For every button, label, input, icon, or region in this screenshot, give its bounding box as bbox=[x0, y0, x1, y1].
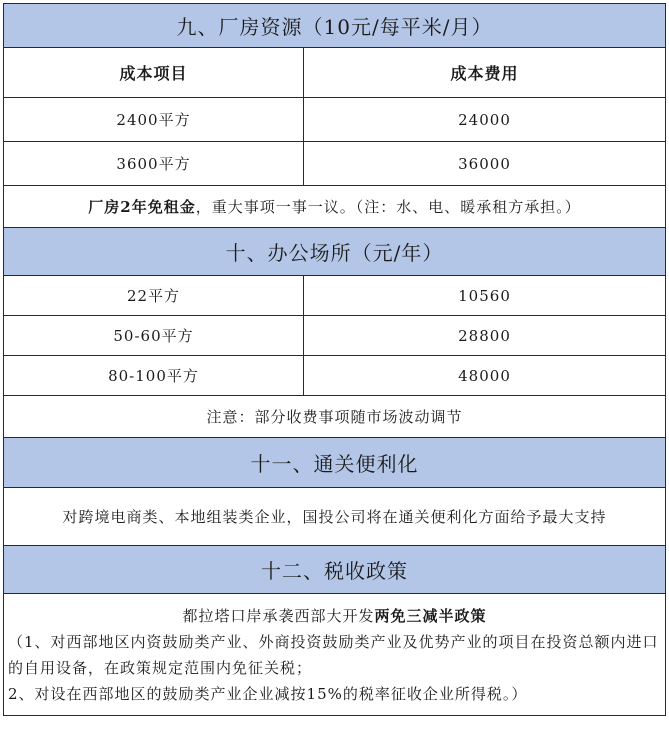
section-header-office bbox=[4, 228, 666, 276]
office-title: 十、办公场所（元/年） bbox=[4, 228, 666, 276]
tax-line-2: （1、对西部地区内资鼓励类产业、外商投资鼓励类产业及优势产业的项目在投资总额内进口的自用设备，在政策规定范围内免征关税； bbox=[8, 632, 659, 677]
factory-note bbox=[4, 186, 666, 228]
factory-cost: 36000 bbox=[304, 142, 666, 186]
section-header-factory bbox=[4, 4, 666, 48]
tax-title: 十二、税收政策 bbox=[4, 546, 666, 594]
customs-text-row bbox=[4, 488, 666, 546]
table-row bbox=[4, 142, 666, 186]
office-note: 注意：部分收费事项随市场波动调节 bbox=[4, 396, 666, 438]
section-header-customs bbox=[4, 438, 666, 488]
office-cost: 48000 bbox=[304, 356, 666, 396]
factory-item: 3600平方 bbox=[4, 142, 304, 186]
col-header-item: 成本项目 bbox=[4, 48, 304, 98]
column-header-row bbox=[4, 48, 666, 98]
office-item: 22平方 bbox=[4, 276, 304, 316]
customs-text: 对跨境电商类、本地组装类企业，国投公司将在通关便利化方面给予最大支持 bbox=[4, 488, 666, 546]
tax-line-1-prefix: 都拉塔口岸承袭西部大开发 bbox=[182, 606, 375, 625]
office-cost: 28800 bbox=[304, 316, 666, 356]
tax-policy-cell bbox=[4, 594, 666, 716]
office-item: 80-100平方 bbox=[4, 356, 304, 396]
customs-title: 十一、通关便利化 bbox=[4, 438, 666, 488]
office-cost: 10560 bbox=[304, 276, 666, 316]
table-row bbox=[4, 356, 666, 396]
office-item: 50-60平方 bbox=[4, 316, 304, 356]
col-header-cost: 成本费用 bbox=[304, 48, 666, 98]
factory-item: 2400平方 bbox=[4, 98, 304, 142]
tax-line-1-bold: 两免三减半政策 bbox=[374, 606, 487, 625]
table-row bbox=[4, 276, 666, 316]
office-note-row bbox=[4, 396, 666, 438]
policy-sheet bbox=[3, 3, 665, 716]
tax-line-1 bbox=[8, 603, 661, 629]
factory-title: 九、厂房资源（10元/每平米/月） bbox=[4, 4, 666, 48]
policy-table bbox=[3, 3, 666, 716]
factory-cost: 24000 bbox=[304, 98, 666, 142]
factory-note-rest: ，重大事项一事一议。（注：水、电、暖承租方承担。） bbox=[195, 198, 581, 216]
tax-policy-row bbox=[4, 594, 666, 716]
section-header-tax bbox=[4, 546, 666, 594]
table-row bbox=[4, 316, 666, 356]
table-row bbox=[4, 98, 666, 142]
tax-line-3: 2、对设在西部地区的鼓励类产业企业减按15%的税率征收企业所得税。） bbox=[8, 684, 528, 703]
factory-note-bold: 厂房2年免租金 bbox=[88, 198, 196, 216]
factory-note-row bbox=[4, 186, 666, 228]
